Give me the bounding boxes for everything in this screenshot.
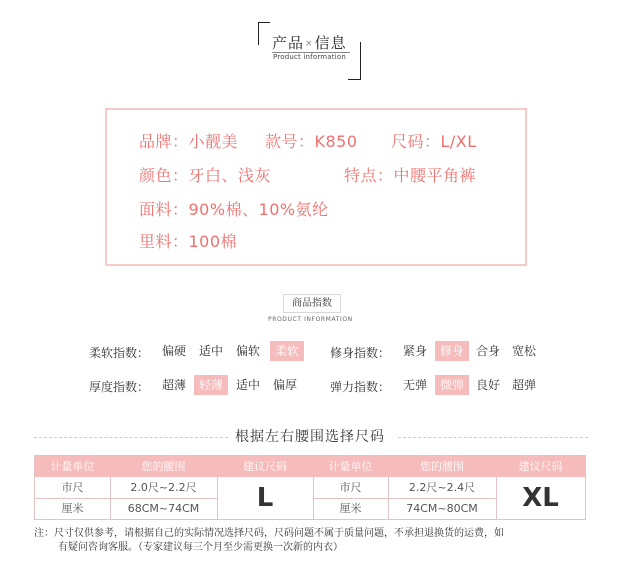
th-unit-left: 计量单位 [50, 460, 95, 473]
th-waist-left: 您的腰围 [141, 460, 186, 473]
fit-option: 修身 [435, 341, 469, 361]
softness-label: 柔软指数： [89, 346, 150, 360]
cell-unit-left-2: 厘米 [61, 502, 84, 515]
size-guide-title: 根据左右腰围选择尺码 [235, 429, 385, 445]
product-info-header [258, 22, 361, 80]
info-color: 颜色：牙白、浅灰 [139, 166, 272, 185]
thickness-option: 轻薄 [194, 375, 228, 395]
size-title-divider-left [34, 437, 228, 438]
fit-option: 合身 [476, 344, 501, 358]
elasticity-label: 弹力指数： [330, 380, 391, 394]
th-waist-right: 您的腰围 [420, 460, 464, 473]
info-brand: 品牌：小靓美 [139, 132, 239, 151]
info-row-1 [139, 129, 499, 151]
info-fabric: 面料：90%棉、10%氨纶 [139, 200, 329, 219]
thickness-option: 偏厚 [273, 378, 298, 392]
header-bracket-top [258, 22, 259, 45]
info-row-2 [139, 163, 499, 185]
cell-waist-right-2: 74CM~80CM [406, 502, 478, 515]
size-table-header [35, 456, 585, 477]
elasticity-option: 超弹 [512, 378, 537, 392]
note-line-1: 注：尺寸仅供参考，请根据自己的实际情况选择尺码，尺码问题不属于质量问题，不承担退换货的运费，如 [34, 528, 504, 539]
cell-waist-right-1: 2.2尺~2.4尺 [408, 481, 476, 494]
note-line-2: 有疑问咨询客服。（专家建议每三个月至少需更换一次新的内衣） [58, 542, 343, 553]
recommended-size-right: XL [522, 483, 559, 513]
th-size-right: 建议尺码 [518, 460, 563, 473]
header-title-left: 产品 [272, 34, 305, 52]
cell-unit-right-2: 厘米 [339, 502, 362, 515]
fit-option: 宽松 [512, 344, 537, 358]
header-bracket-top [258, 22, 270, 23]
header-title [272, 32, 347, 53]
fit-label: 修身指数： [330, 346, 391, 360]
header-bracket-bottom [360, 42, 361, 80]
info-feature: 特点：中腰平角裤 [344, 166, 477, 185]
size-table [34, 455, 586, 520]
elasticity-option: 无弹 [403, 378, 428, 392]
index-header-title: 商品指数 [283, 294, 341, 313]
index-header-subtitle: PRODUCT INFORMATION [268, 316, 353, 323]
th-size-left: 建议尺码 [243, 460, 287, 473]
cell-unit-left-1: 市尺 [61, 481, 84, 494]
header-title-right: 信息 [314, 34, 347, 52]
fit-option: 紧身 [403, 344, 428, 358]
recommended-size-left: L [256, 483, 274, 513]
size-title-divider-right [398, 437, 588, 438]
product-info-box [105, 108, 527, 266]
cell-waist-left-1: 2.0尺~2.2尺 [130, 481, 197, 494]
thickness-option: 适中 [236, 378, 261, 392]
header-title-sep: × [305, 39, 314, 49]
softness-option: 适中 [199, 344, 224, 358]
thickness-label: 厚度指数： [89, 380, 150, 394]
header-subtitle: Product information [273, 53, 347, 61]
softness-option: 偏软 [236, 344, 261, 358]
size-note [34, 527, 599, 555]
cell-unit-right-1: 市尺 [339, 481, 362, 494]
info-row-4 [139, 229, 499, 251]
info-size: 尺码：L/XL [391, 132, 477, 151]
elasticity-option: 微弹 [435, 375, 469, 395]
header-bracket-bottom [348, 79, 361, 80]
info-model: 款号：K850 [265, 132, 358, 151]
info-row-3 [139, 197, 499, 219]
info-lining: 里料：100棉 [139, 232, 238, 251]
th-unit-right: 计量单位 [328, 460, 373, 473]
cell-waist-left-2: 68CM~74CM [127, 502, 200, 515]
softness-option: 偏硬 [162, 344, 187, 358]
softness-option: 柔软 [270, 341, 304, 361]
thickness-option: 超薄 [162, 378, 187, 392]
elasticity-option: 良好 [476, 378, 501, 392]
